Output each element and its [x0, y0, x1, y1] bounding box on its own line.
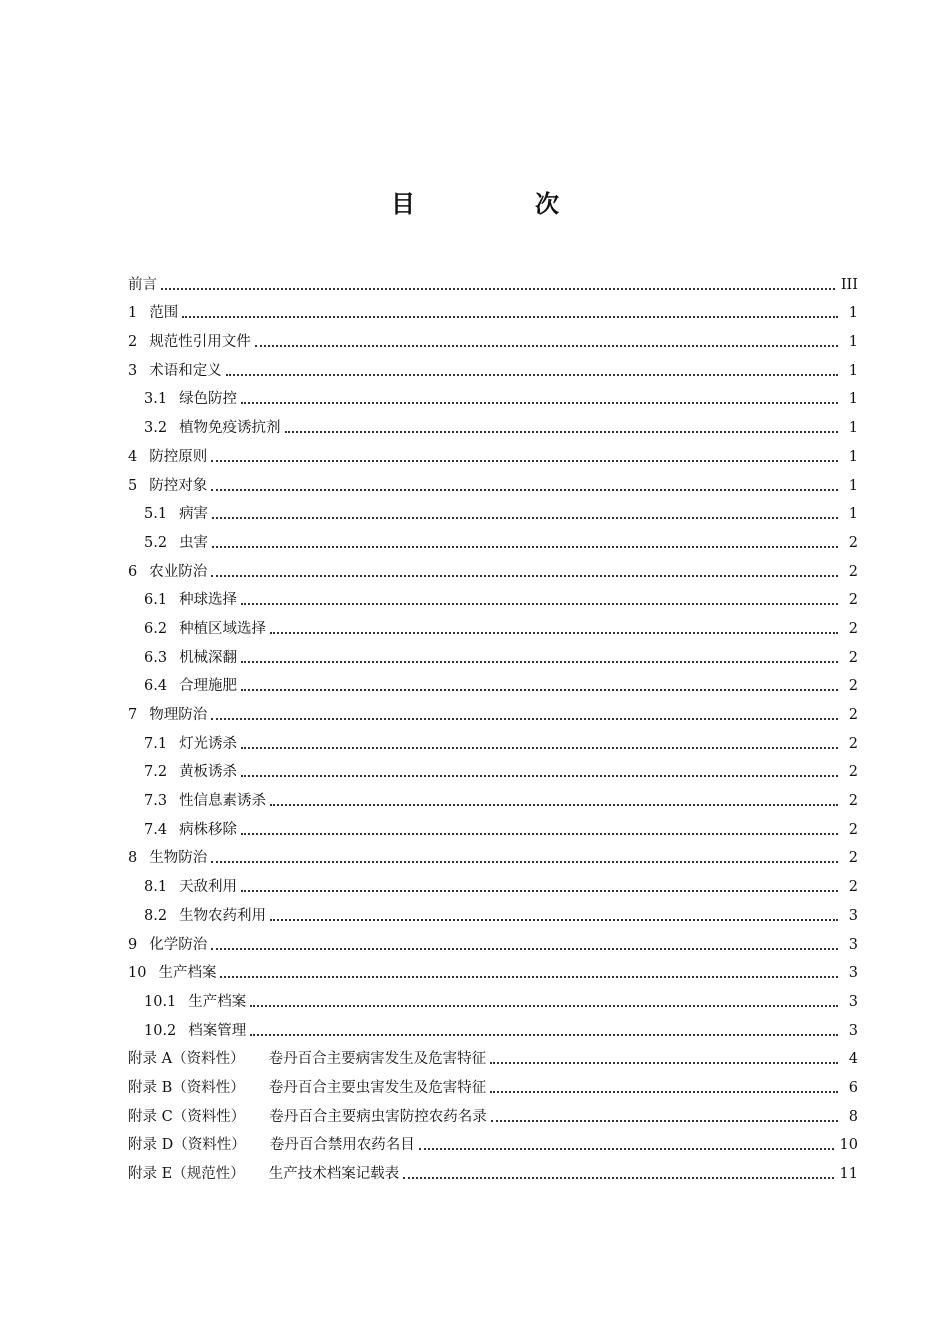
toc-entry[interactable] [128, 897, 858, 926]
toc-entry-text: 生物防治 [149, 850, 208, 867]
toc-entry-page: 2 [848, 678, 858, 695]
toc-entry-text: 卷丹百合主要虫害发生及危害特征 [268, 1079, 487, 1096]
toc-entry-text: 合理施肥 [179, 678, 238, 695]
toc-entry-text: 防控对象 [149, 477, 208, 494]
toc-entry-text: 生产档案 [188, 993, 247, 1010]
toc-entry-label [144, 906, 266, 926]
toc-entry-page: 1 [848, 362, 858, 379]
toc-entry-text: 范围 [149, 305, 179, 322]
toc-entry-text: 灯光诱杀 [179, 735, 238, 752]
toc-entry[interactable] [128, 467, 858, 496]
toc-entry-number: 附录 E（规范性） [128, 1166, 245, 1182]
toc-entry[interactable] [128, 1155, 858, 1184]
toc-entry-page: 2 [848, 592, 858, 609]
toc-dot-leader [250, 1004, 838, 1007]
toc-entry-page: 11 [839, 1166, 858, 1182]
toc-entry-number: 3 [128, 362, 138, 379]
toc-entry-number: 7.1 [144, 735, 168, 752]
toc-entry-text: 生产档案 [158, 965, 217, 982]
toc-entry-number: 5 [128, 477, 138, 494]
toc-entry[interactable] [128, 639, 858, 668]
toc-entry-text: 虫害 [179, 534, 209, 551]
toc-entry-label [128, 476, 207, 496]
toc-entry-text: 种球选择 [179, 592, 238, 609]
toc-dot-leader [241, 688, 838, 691]
toc-entry-number: 6.4 [144, 678, 168, 695]
toc-entry-text: 前言 [128, 276, 157, 293]
toc-entry-number: 附录 C（资料性） [128, 1108, 246, 1125]
toc-entry-label [144, 734, 237, 754]
toc-entry-page: 10 [839, 1137, 858, 1154]
toc-entry[interactable] [128, 266, 858, 295]
toc-entry-label [144, 676, 237, 696]
toc-dot-leader [241, 401, 838, 404]
toc-entry-label [144, 619, 266, 639]
toc-entry-text: 性信息素诱杀 [179, 793, 267, 810]
toc-entry[interactable] [128, 1098, 858, 1127]
toc-entry[interactable] [128, 1012, 858, 1041]
toc-dot-leader [491, 1119, 838, 1122]
toc-entry[interactable] [128, 553, 858, 582]
toc-entry-number: 7 [128, 707, 138, 723]
toc-dot-leader [255, 344, 838, 347]
toc-entry-text: 卷丹百合主要病虫害防控农药名录 [269, 1108, 487, 1125]
toc-entry-page: 1 [848, 305, 858, 322]
toc-entry-label [128, 705, 207, 725]
toc-dot-leader [241, 660, 838, 663]
toc-entry-number: 9 [128, 936, 138, 953]
toc-entry-text: 档案管理 [188, 1022, 247, 1039]
toc-entry[interactable] [128, 295, 858, 324]
toc-dot-leader [490, 1061, 838, 1064]
toc-entry-label [128, 303, 178, 323]
toc-entry-page: 2 [848, 764, 858, 781]
toc-entry[interactable] [128, 610, 858, 639]
toc-entry-number: 7.2 [144, 764, 168, 781]
toc-entry-text: 病株移除 [179, 821, 238, 838]
toc-entry[interactable] [128, 438, 858, 467]
toc-entry-page: 6 [848, 1079, 858, 1096]
toc-entry-label [144, 648, 237, 668]
toc-entry-page: 2 [848, 534, 858, 551]
toc-entry[interactable] [128, 782, 858, 811]
toc-entry-page: 2 [848, 707, 858, 723]
toc-entry-number: 8.2 [144, 907, 168, 924]
toc-entry-page: 1 [848, 391, 858, 408]
toc-entry-label [128, 1135, 415, 1155]
toc-list [128, 266, 858, 1184]
toc-dot-leader [220, 975, 838, 978]
toc-entry-number: 3.1 [144, 391, 168, 408]
toc-entry-label [128, 332, 251, 352]
toc-entry-label [144, 504, 208, 524]
toc-entry[interactable] [128, 668, 858, 697]
toc-entry-label [144, 791, 266, 811]
toc-entry-page: 8 [848, 1108, 858, 1125]
toc-entry[interactable] [128, 926, 858, 955]
toc-entry-number: 5.2 [144, 534, 168, 551]
toc-entry-label [128, 562, 207, 582]
toc-entry-label [144, 533, 208, 553]
toc-entry-label [144, 1021, 246, 1041]
toc-entry-label [128, 361, 222, 381]
toc-entry-page: III [840, 276, 858, 293]
toc-entry-number: 6.1 [144, 592, 168, 609]
toc-entry-text: 天敌利用 [179, 879, 238, 896]
toc-dot-leader [211, 860, 838, 863]
toc-dot-leader [211, 947, 838, 950]
toc-entry[interactable] [128, 496, 858, 525]
toc-entry-number: 8.1 [144, 879, 168, 896]
toc-entry-label [144, 762, 237, 782]
toc-entry-page: 2 [848, 620, 858, 637]
toc-entry-number: 8 [128, 850, 138, 867]
toc-dot-leader [419, 1147, 834, 1150]
toc-entry-label [144, 992, 246, 1012]
toc-entry-text: 种植区域选择 [179, 620, 267, 637]
toc-entry-page: 2 [848, 821, 858, 838]
toc-entry[interactable] [128, 381, 858, 410]
toc-entry-number: 6.3 [144, 649, 168, 666]
toc-entry-text: 病害 [179, 506, 209, 523]
toc-entry-page: 1 [848, 334, 858, 351]
toc-entry-page: 1 [848, 420, 858, 437]
toc-entry[interactable] [128, 868, 858, 897]
toc-entry-text: 黄板诱杀 [179, 764, 238, 781]
toc-entry-text: 绿色防控 [179, 391, 238, 408]
toc-entry-label [128, 963, 216, 983]
toc-entry-label [144, 820, 237, 840]
toc-entry[interactable] [128, 1127, 858, 1156]
toc-entry-page: 2 [848, 563, 858, 580]
toc-dot-leader [241, 602, 838, 605]
toc-dot-leader [161, 287, 835, 290]
toc-dot-leader [241, 774, 838, 777]
toc-entry[interactable] [128, 323, 858, 352]
toc-dot-leader [182, 315, 838, 318]
toc-dot-leader [211, 574, 838, 577]
toc-dot-leader [241, 889, 838, 892]
toc-entry-number: 10 [128, 965, 147, 982]
toc-entry-text: 物理防治 [149, 707, 208, 723]
toc-entry-number: 6.2 [144, 620, 168, 637]
toc-entry-number: 10.1 [144, 993, 177, 1010]
toc-entry-number: 7.3 [144, 793, 168, 810]
toc-dot-leader [212, 516, 838, 519]
toc-entry[interactable] [128, 840, 858, 869]
toc-entry-page: 3 [848, 936, 858, 953]
toc-entry-number: 10.2 [144, 1022, 177, 1039]
toc-dot-leader [285, 430, 838, 433]
toc-title: 目 次 [391, 190, 607, 218]
toc-entry-text: 机械深翻 [179, 649, 238, 666]
toc-entry-label [128, 1107, 487, 1127]
toc-entry-label [144, 590, 237, 610]
toc-entry-text: 植物免疫诱抗剂 [179, 420, 281, 437]
toc-entry-text: 卷丹百合主要病害发生及危害特征 [268, 1051, 487, 1068]
toc-dot-leader [211, 717, 838, 720]
toc-entry-page: 2 [848, 649, 858, 666]
toc-entry-number: 3.2 [144, 420, 168, 437]
toc-entry[interactable] [128, 955, 858, 984]
toc-entry-page: 2 [848, 735, 858, 752]
toc-entry-number: 1 [128, 305, 138, 322]
toc-entry-number: 附录 A（资料性） [128, 1051, 245, 1068]
toc-entry[interactable] [128, 811, 858, 840]
toc-entry-page: 2 [848, 879, 858, 896]
toc-entry-text: 化学防治 [149, 936, 208, 953]
toc-entry-text: 卷丹百合禁用农药名目 [269, 1137, 415, 1154]
toc-dot-leader [211, 459, 838, 462]
toc-entry-number: 7.4 [144, 821, 168, 838]
toc-dot-leader [241, 746, 838, 749]
toc-entry-page: 1 [848, 477, 858, 494]
toc-entry-page: 3 [848, 1022, 858, 1039]
toc-entry-page: 2 [848, 793, 858, 810]
toc-entry[interactable] [128, 1041, 858, 1070]
toc-entry-page: 1 [848, 506, 858, 523]
toc-entry-page: 3 [848, 907, 858, 924]
toc-dot-leader [270, 803, 838, 806]
toc-entry[interactable] [128, 725, 858, 754]
toc-dot-leader [241, 832, 838, 835]
toc-entry-text: 农业防治 [149, 563, 208, 580]
toc-entry-page: 3 [848, 993, 858, 1010]
toc-dot-leader [250, 1033, 838, 1036]
toc-dot-leader [212, 545, 838, 548]
toc-dot-leader [270, 631, 838, 634]
toc-entry-number: 附录 D（资料性） [128, 1137, 246, 1154]
toc-entry-label [128, 935, 207, 955]
toc-dot-leader [403, 1176, 833, 1179]
toc-entry-text: 生产技术档案记载表 [268, 1166, 400, 1182]
toc-entry-text: 术语和定义 [149, 362, 222, 379]
toc-entry-label [128, 1164, 399, 1184]
toc-entry-label [144, 418, 281, 438]
toc-entry[interactable] [128, 352, 858, 381]
toc-entry-text: 规范性引用文件 [149, 334, 251, 351]
toc-entry[interactable] [128, 1069, 858, 1098]
toc-entry-label [128, 1049, 486, 1069]
toc-dot-leader [226, 373, 838, 376]
toc-entry-label [128, 275, 157, 295]
toc-entry-number: 2 [128, 334, 138, 351]
toc-entry[interactable] [128, 696, 858, 725]
toc-entry[interactable] [128, 524, 858, 553]
toc-entry[interactable] [128, 409, 858, 438]
toc-entry-text: 防控原则 [149, 448, 208, 465]
toc-entry-number: 5.1 [144, 506, 168, 523]
toc-entry-number: 附录 B（资料性） [128, 1079, 245, 1096]
toc-entry-text: 生物农药利用 [179, 907, 267, 924]
toc-entry-page: 1 [848, 448, 858, 465]
toc-entry[interactable] [128, 754, 858, 783]
toc-entry-label [144, 389, 237, 409]
toc-entry-label [128, 447, 207, 467]
toc-entry-label [128, 1078, 486, 1098]
toc-entry-label [128, 848, 207, 868]
toc-entry[interactable] [128, 983, 858, 1012]
toc-dot-leader [490, 1090, 838, 1093]
toc-entry-page: 3 [848, 965, 858, 982]
toc-entry-number: 4 [128, 448, 138, 465]
toc-entry-page: 4 [848, 1051, 858, 1068]
toc-entry-label [144, 877, 237, 897]
toc-entry-number: 6 [128, 563, 138, 580]
toc-entry-page: 2 [848, 850, 858, 867]
toc-dot-leader [270, 918, 838, 921]
toc-entry[interactable] [128, 582, 858, 611]
toc-dot-leader [211, 488, 838, 491]
